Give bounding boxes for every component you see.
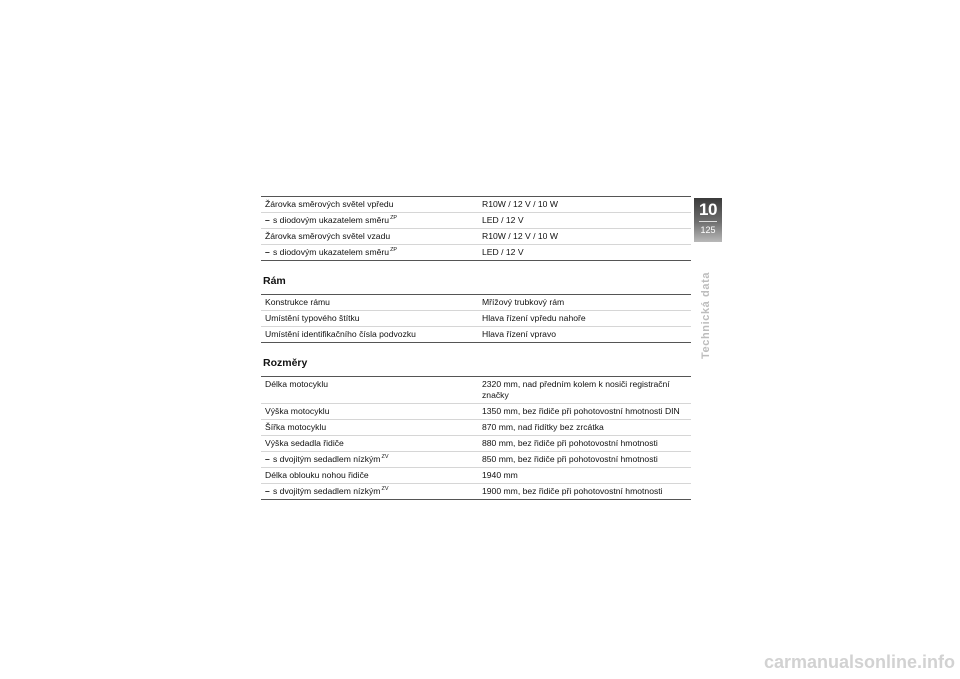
spec-content: [261, 196, 691, 500]
spec-label-cell: [261, 311, 478, 327]
spec-label: Žárovka směrových světel vpředu: [265, 199, 394, 209]
sub-item-dash: –: [265, 454, 270, 464]
equipment-note: ZP: [390, 215, 398, 222]
spec-label: Délka oblouku nohou řidiče: [265, 470, 369, 480]
table-row: [261, 377, 691, 404]
sub-item-dash: –: [265, 215, 270, 225]
chapter-side-title: Technická data: [700, 272, 712, 360]
table-row: [261, 404, 691, 420]
spec-value: LED / 12 V: [478, 213, 691, 229]
section-title-frame: Rám: [263, 275, 286, 287]
section-title-dimensions: Rozměry: [263, 357, 308, 369]
spec-label-cell: [261, 404, 478, 420]
spec-value: 850 mm, bez řidiče při pohotovostní hmotnosti: [478, 452, 691, 468]
spec-label: Délka motocyklu: [265, 379, 329, 389]
spec-label: s diodovým ukazatelem směru: [273, 215, 390, 225]
spec-label-cell: [261, 484, 478, 500]
spec-label-cell: [261, 452, 478, 468]
table-row: [261, 245, 691, 261]
lights-table: [261, 196, 691, 261]
spec-value: Hlava řízení vpředu nahoře: [478, 311, 691, 327]
spec-value: 880 mm, bez řidiče při pohotovostní hmotnosti: [478, 436, 691, 452]
spec-value: R10W / 12 V / 10 W: [478, 197, 691, 213]
chapter-number: 10: [699, 200, 717, 219]
spec-label-cell: [261, 436, 478, 452]
table-row: [261, 197, 691, 213]
table-row: [261, 229, 691, 245]
spec-label-cell: [261, 213, 478, 229]
spec-label: s diodovým ukazatelem směru: [273, 247, 390, 257]
spec-label: Šířka motocyklu: [265, 422, 327, 432]
spec-value: 870 mm, nad řidítky bez zrcátka: [478, 420, 691, 436]
equipment-note: ZP: [390, 247, 398, 254]
spec-label-cell: [261, 327, 478, 343]
spec-label-cell: [261, 197, 478, 213]
table-row: [261, 213, 691, 229]
spec-label-cell: [261, 377, 478, 404]
frame-table: [261, 294, 691, 343]
spec-value: LED / 12 V: [478, 245, 691, 261]
table-row: [261, 468, 691, 484]
table-row: [261, 436, 691, 452]
chapter-divider: [699, 221, 717, 222]
spec-label: s dvojitým sedadlem nízkým: [273, 454, 381, 464]
spec-label-cell: [261, 295, 478, 311]
table-row: [261, 327, 691, 343]
table-row: [261, 420, 691, 436]
spec-label-cell: [261, 245, 478, 261]
table-row: [261, 311, 691, 327]
sub-item-dash: –: [265, 247, 270, 257]
equipment-note: ZV: [381, 486, 389, 493]
spec-value: R10W / 12 V / 10 W: [478, 229, 691, 245]
spec-value: 2320 mm, nad předním kolem k nosiči registrační značky: [478, 377, 691, 404]
spec-label: Konstrukce rámu: [265, 297, 330, 307]
spec-label: s dvojitým sedadlem nízkým: [273, 486, 381, 496]
spec-value: 1350 mm, bez řidiče při pohotovostní hmotnosti DIN: [478, 404, 691, 420]
spec-label: Umístění identifikačního čísla podvozku: [265, 329, 416, 339]
chapter-tab: [694, 198, 722, 242]
equipment-note: ZV: [381, 454, 389, 461]
watermark: carmanualsonline.info: [763, 652, 955, 672]
spec-label-cell: [261, 229, 478, 245]
table-row: [261, 452, 691, 468]
spec-value: Hlava řízení vpravo: [478, 327, 691, 343]
table-row: [261, 295, 691, 311]
table-row: [261, 484, 691, 500]
spec-label: Výška motocyklu: [265, 406, 330, 416]
sub-item-dash: –: [265, 486, 270, 496]
spec-value: 1900 mm, bez řidiče při pohotovostní hmotnosti: [478, 484, 691, 500]
spec-label: Výška sedadla řidiče: [265, 438, 344, 448]
page-number: 125: [700, 225, 716, 235]
spec-label: Umístění typového štítku: [265, 313, 360, 323]
spec-value: 1940 mm: [478, 468, 691, 484]
spec-label-cell: [261, 468, 478, 484]
spec-value: Mřížový trubkový rám: [478, 295, 691, 311]
spec-label-cell: [261, 420, 478, 436]
dimensions-table: [261, 376, 691, 500]
spec-label: Žárovka směrových světel vzadu: [265, 231, 391, 241]
